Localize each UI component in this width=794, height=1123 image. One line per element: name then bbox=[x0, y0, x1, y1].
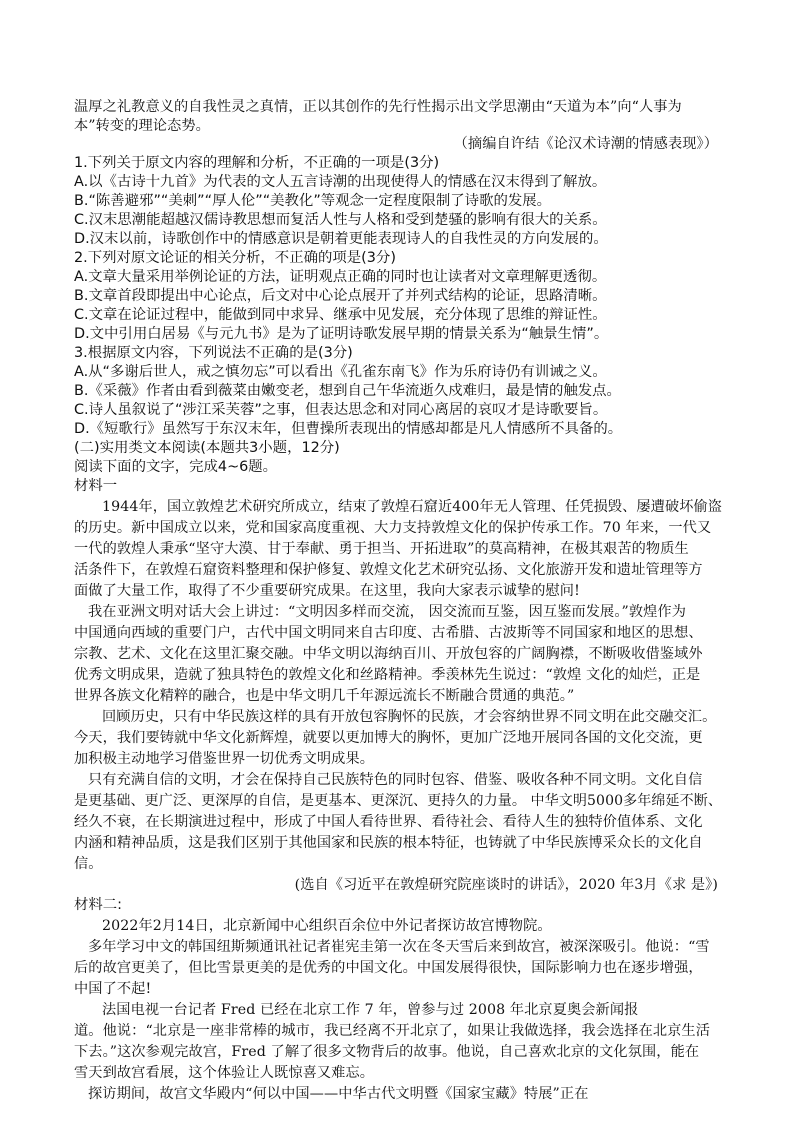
source-citation: （摘编自许结《论汉术诗潮的情感表现》） bbox=[453, 136, 718, 152]
question-option: C.文章在论证过程中，能做到同中求异、继承中见发展，充分体现了思维的辩证性。 bbox=[74, 307, 607, 323]
section-heading: (二)实用类文本阅读(本题共3小题，12分) bbox=[74, 440, 340, 456]
material-source: (选自《习近平在敦煌研究院座谈时的讲话》，2020 年3月《求 是》) bbox=[294, 877, 718, 893]
material-line: 活条件下，在敦煌石窟资料整理和保护修复、敦煌文化艺术研究弘扬、文化旅游开发和遗址管理等方 bbox=[74, 562, 703, 578]
material-line: 世界各族文化精粹的融合，也是中华文明几千年源远流长不断融合贯通的典范。” bbox=[74, 688, 575, 704]
question-option: C.汉末思潮能超越汉儒诗教思想而复活人性与人格和受到楚骚的影响有很大的关系。 bbox=[74, 212, 607, 228]
passage-line: 本”转变的理论态势。 bbox=[74, 118, 210, 134]
question-option: B.文章首段即提出中心论点，后文对中心论点展开了并列式结构的论证，思路清晰。 bbox=[74, 288, 607, 304]
question-option: A.文章大量采用举例论证的方法，证明观点正确的同时也让读者对文章理解更透彻。 bbox=[74, 269, 607, 285]
material-line: 优秀文明成果，造就了独具特色的敦煌文化和丝路精神。季羡林先生说过：“敦煌 文化的灿烂，正是 bbox=[74, 667, 701, 683]
material-line: 后的故宫更美了，但比雪景更美的是优秀的中国文化。中国发展得很快，国际影响力也在逐步增强， bbox=[74, 960, 703, 976]
question-stem: 3.根据原文内容，下列说法不正确的是(3分) bbox=[74, 345, 353, 361]
question-option: D.汉末以前，诗歌创作中的情感意识是朝着更能表现诗人的自我性灵的方向发展的。 bbox=[74, 231, 608, 247]
material-line: 一代的敦煌人秉承“坚守大漠、甘于奉献、勇于担当、开拓进取”的莫高精神，在极其艰苦的物质生 bbox=[74, 541, 689, 557]
material-line: 探访期间，故宫文华殿内“何以中国——中华古代文明暨《国家宝藏》特展”正在 bbox=[88, 1086, 589, 1102]
question-option: D.文中引用白居易《与元九书》是为了证明诗歌发展早期的情景关系为“触景生情”。 bbox=[74, 326, 609, 342]
material-line: 加积极主动地学习借鉴世界一切优秀文明成果。 bbox=[74, 751, 375, 767]
material-line: 中国了不起! bbox=[74, 981, 152, 997]
instruction: 阅读下面的文字，完成4~6题。 bbox=[74, 459, 278, 475]
material-label: 材料二: bbox=[74, 897, 123, 913]
material-line: 雪天到故宫看展，这个体验让人既惊喜又难忘。 bbox=[74, 1065, 375, 1081]
material-line: 经久不衰，在长期演进过程中，形成了中国人看待世界、看待社会、看待人生的独特价值体系、文化 bbox=[74, 814, 703, 830]
question-option: B.《采薇》作者由看到薇菜由嫩变老，想到自己午华流逝久戍难归，最是情的触发点。 bbox=[74, 383, 621, 399]
material-line: 中国通向西域的重要门户，古代中国文明同来自古印度、古希腊、古波斯等不同国家和地区的思想、 bbox=[74, 625, 703, 641]
material-line: 只有充满自信的文明，才会在保持自己民族特色的同时包容、借鉴、吸收各种不同文明。文化自信 bbox=[88, 772, 703, 788]
question-option: C.诗人虽叙说了“涉江采芙蓉”之事，但表达思念和对同心离居的哀叹才是诗歌要旨。 bbox=[74, 402, 608, 418]
material-line: 2022年2月14日，北京新闻中心组织百余位中外记者探访故宫博物院。 bbox=[102, 918, 552, 934]
question-option: D.《短歌行》虽然写于东汉末年，但曹操所表现出的情感却都是凡人情感所不具备的。 bbox=[74, 421, 623, 437]
material-label: 材料一 bbox=[74, 478, 118, 494]
material-line: 下去。”这次参观完故宫，Fred 了解了很多文物背后的故事。他说，自己喜欢北京的文化氛围，能在 bbox=[74, 1044, 700, 1060]
material-line: 回顾历史，只有中华民族这样的具有开放包容胸怀的民族，才会容纳世界不同文明在此交融交汇。 bbox=[102, 709, 717, 725]
material-line: 法国电视一台记者 Fred 已经在北京工作 7 年，曾参与过 2008 年北京夏奥会新闻报 bbox=[102, 1002, 639, 1018]
material-line: 是更基础、更广泛、更深厚的自信，是更基本、更深沉、更持久的力量。 中华文明5000多年绵延不断、 bbox=[74, 793, 722, 809]
material-line: 信。 bbox=[74, 856, 103, 872]
material-line: 道。他说：“北京是一座非常棒的城市，我已经离不开北京了，如果让我做选择，我会选择在北京生活 bbox=[74, 1023, 711, 1039]
material-line: 今天，我们要铸就中华文化新辉煌，就要以更加博大的胸怀，更加广泛地开展同各国的文化交流，更 bbox=[74, 730, 703, 746]
passage-line: 温厚之礼教意义的自我性灵之真情，正以其创作的先行性揭示出文学思潮由“天道为本”向“人事为 bbox=[74, 99, 682, 115]
material-line: 我在亚洲文明对话大会上讲过：“文明因多样而交流， 因交流而互鉴，因互鉴而发展。”敦煌作为 bbox=[88, 604, 687, 620]
material-line: 1944年，国立敦煌艺术研究所成立，结束了敦煌石窟近400年无人管理、任凭损毁、屡遭破坏偷盗 bbox=[102, 499, 722, 515]
material-line: 内涵和精神品质，这是我们区别于其他国家和民族的根本特征，也铸就了中华民族博采众长的文化自 bbox=[74, 835, 703, 851]
material-line: 多年学习中文的韩国纽斯频通讯社记者崔宪圭第一次在冬天雪后来到故宫，被深深吸引。他说：“雪 bbox=[88, 939, 710, 955]
material-line: 的历史。新中国成立以来，党和国家高度重视、大力支持敦煌文化的保护传承工作。70 年来，一代又 bbox=[74, 520, 712, 536]
question-stem: 1.下列关于原文内容的理解和分析，不正确的一项是(3分) bbox=[74, 155, 440, 171]
question-stem: 2.下列对原文论证的相关分析，不正确的项是(3分) bbox=[74, 250, 396, 266]
question-option: A.以《古诗十九首》为代表的文人五言诗潮的出现使得人的情感在汉末得到了解放。 bbox=[74, 174, 607, 190]
material-line: 面做了大量工作，取得了不少重要研究成果。在这里，我向大家表示诚挚的慰问! bbox=[74, 583, 580, 599]
question-option: B.“陈善避邪”“美刺”“厚人伦”“美教化”等观念一定程度限制了诗歌的发展。 bbox=[74, 193, 552, 209]
question-option: A.从“多谢后世人，戒之慎勿忘”可以看出《孔雀东南飞》作为乐府诗仍有训诫之义。 bbox=[74, 364, 607, 380]
material-line: 宗教、艺术、文化在这里汇聚交融。中华文明以海纳百川、开放包容的广阔胸襟，不断吸收借鉴域外 bbox=[74, 646, 703, 662]
